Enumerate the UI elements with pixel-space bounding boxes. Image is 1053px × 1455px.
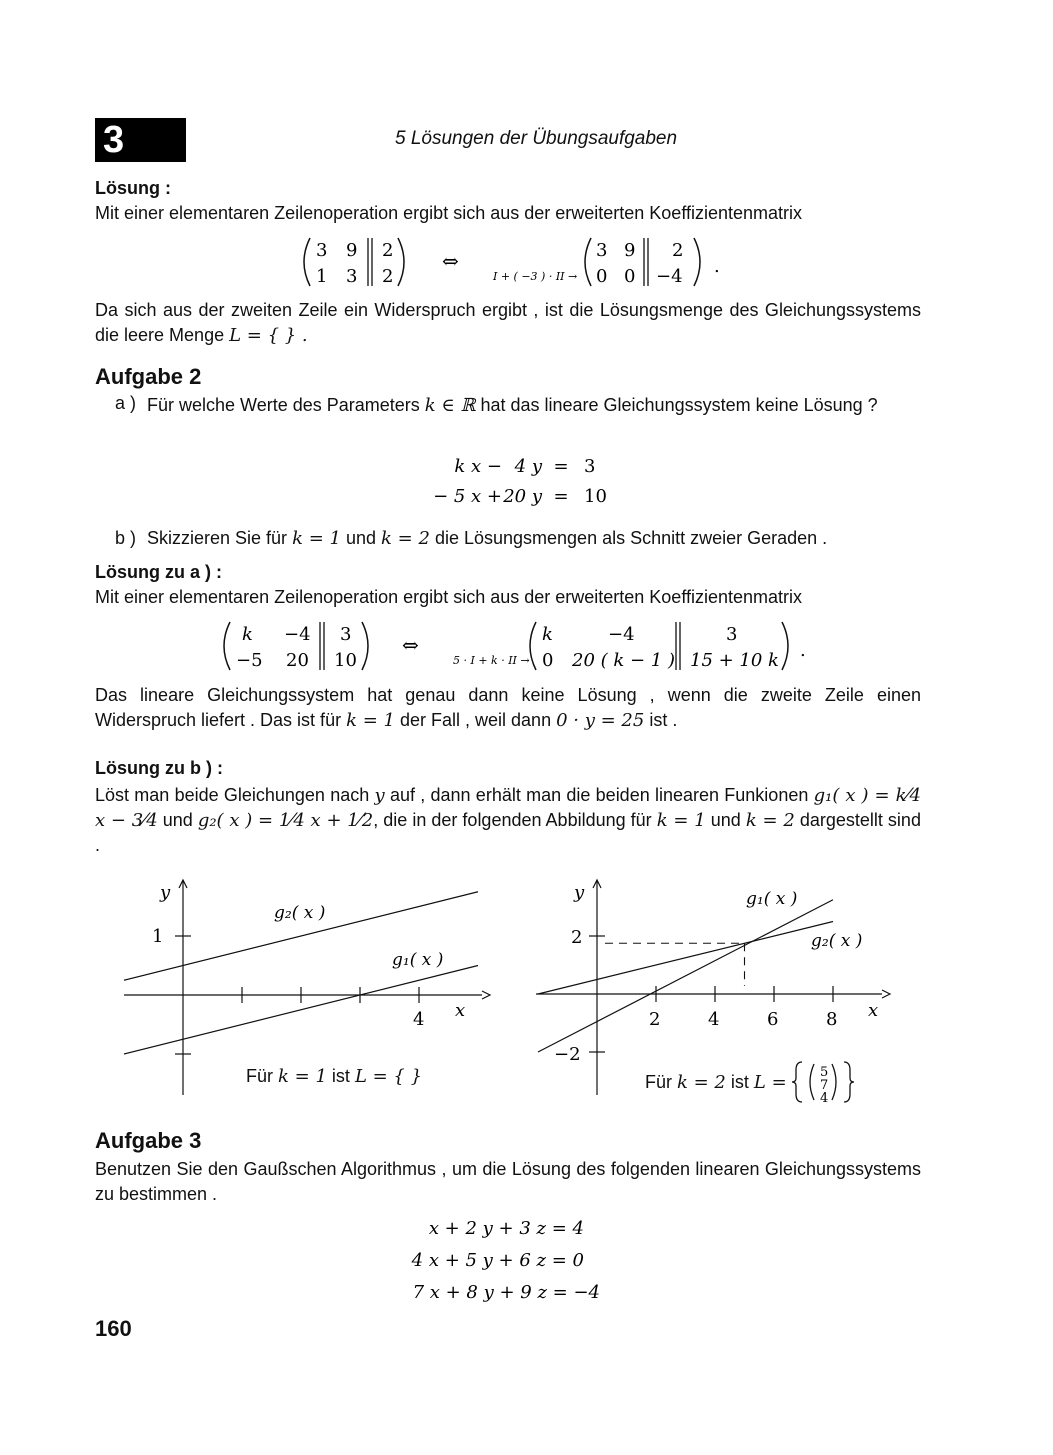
row-operation: 5 · I + k · II → — [453, 654, 530, 667]
task2-b-text1: Skizzieren Sie für — [147, 528, 288, 548]
solution-b-text6: dargestellt sind . — [95, 810, 921, 855]
caption-text2: ist — [730, 1071, 749, 1092]
matrix-cell: 15 + 10 k — [690, 650, 779, 671]
matrix-cell: 3 — [596, 240, 608, 261]
plot1-caption — [246, 1066, 422, 1087]
system-equation: 4 x + 5 y + 6 z = 0 — [411, 1250, 584, 1271]
solution-b-text — [95, 783, 921, 858]
system-term: k x − — [454, 456, 502, 477]
system-rhs: 10 — [584, 486, 607, 507]
page-number: 160 — [95, 1316, 132, 1341]
matrix-equation-2 — [216, 616, 816, 678]
matrix-cell: k — [242, 624, 253, 645]
plot2-caption — [645, 1058, 864, 1106]
vector-entry: 4 — [819, 1091, 828, 1106]
solution-a-text3: ist . — [649, 710, 678, 730]
g2-definition: g₂( x ) = 1⁄4 x + 1⁄2 — [197, 810, 374, 831]
vector-entry: 5 — [819, 1065, 828, 1080]
matrix-equation-1 — [296, 232, 736, 294]
x-tick-label: 2 — [649, 1009, 661, 1030]
system-equals: = — [553, 486, 569, 507]
solution-a-label: Lösung zu a ) : — [95, 562, 222, 582]
matrix-cell: 0 — [542, 650, 554, 671]
solution-a-math2: 0 · y = 25 — [556, 710, 645, 731]
task2-a-text2: hat das lineare Gleichungssystem keine Lösung ? — [480, 395, 878, 415]
solution-b-label: Lösung zu b ) : — [95, 758, 223, 778]
matrix-cell: 9 — [624, 240, 636, 261]
x-tick-label: 6 — [767, 1009, 779, 1030]
y-tick-label: 2 — [571, 927, 583, 948]
x-tick-label: 4 — [708, 1009, 720, 1030]
g1-definition: g₁( x ) = k⁄4 x − 3⁄4 — [95, 785, 921, 831]
solution-a-math1: k = 1 — [346, 710, 395, 731]
equivalence-symbol: ⇔ — [402, 633, 419, 657]
row-operation: I + ( −3 ) · II → — [493, 270, 578, 283]
matrix-cell: 10 — [334, 650, 357, 671]
task3-system — [410, 1210, 610, 1306]
task2-b-math1: k = 1 — [292, 528, 341, 549]
caption-text2: ist — [331, 1066, 350, 1086]
x-axis-arrow — [882, 990, 890, 998]
caption-math: k = 2 — [677, 1071, 726, 1093]
g2-label: g₂( x ) — [811, 931, 863, 951]
caption-text: Für — [246, 1066, 273, 1086]
y-tick-label: −2 — [554, 1044, 581, 1065]
x-tick-label: 4 — [413, 1009, 425, 1030]
matrix-cell: 1 — [316, 266, 328, 287]
matrix-cell: 20 — [286, 650, 309, 671]
end-mark: . — [800, 640, 806, 661]
task3-title: Aufgabe 3 — [95, 1128, 202, 1153]
g1-line — [124, 966, 478, 1055]
system-term: − 5 x + — [433, 486, 502, 507]
matrix-cell: 2 — [672, 240, 684, 261]
chapter-badge: 3 — [95, 118, 186, 162]
task2-title: Aufgabe 2 — [95, 364, 202, 389]
task2-a-text1: Für welche Werte des Parameters — [147, 395, 420, 415]
matrix-cell: −4 — [608, 624, 635, 645]
equivalence-symbol: ⇔ — [442, 249, 459, 273]
matrix-cell: −4 — [284, 624, 311, 645]
end-mark: . — [714, 256, 720, 277]
solution-a-intro: Mit einer elementaren Zeilenoperation ergibt sich aus der erweiterten Koeffizientenmatrix — [95, 587, 803, 607]
system-term: 20 y — [503, 486, 542, 507]
task2-b-text — [147, 528, 922, 549]
matrix-cell: k — [542, 624, 553, 645]
y-tick-label: 1 — [152, 926, 164, 947]
task2-a-text — [147, 393, 922, 418]
solution-b-text4: , die in der folgenden Abbildung für — [373, 810, 652, 830]
solution-b-math-k1: k = 1 — [656, 810, 706, 831]
x-axis-arrow — [482, 991, 490, 999]
solution-vector — [792, 1058, 864, 1106]
caption-set: L = { } — [354, 1066, 423, 1087]
g2-label: g₂( x ) — [274, 903, 326, 923]
matrix-cell: 3 — [316, 240, 328, 261]
caption-math: k = 1 — [278, 1066, 327, 1087]
solution-b-text1: Löst man beide Gleichungen nach — [95, 785, 370, 805]
g1-label: g₁( x ) — [746, 889, 798, 909]
solution-a-text1: Das lineare Gleichungssystem hat genau dann keine Lösung , wenn die zweite Zeile einen Widerspruch liefert . Das ist für — [95, 685, 921, 730]
matrix-cell: 2 — [382, 266, 394, 287]
system-term: 4 y — [514, 456, 542, 477]
solution-label: Lösung : — [95, 178, 171, 198]
task2-a-label: a ) — [115, 393, 137, 413]
system-equation: x + 2 y + 3 z = 4 — [428, 1218, 584, 1239]
task2-a-math: k ∈ ℝ — [424, 395, 476, 416]
matrix-cell: 3 — [340, 624, 352, 645]
matrix-cell: 0 — [624, 266, 636, 287]
matrix-cell: −5 — [236, 650, 263, 671]
matrix-cell: 0 — [596, 266, 608, 287]
matrix-cell: 3 — [346, 266, 358, 287]
solution-b-math-y: y — [374, 785, 385, 806]
solution-b-math-k2: k = 2 — [745, 810, 795, 831]
task2-system — [420, 450, 620, 514]
solution-b-text5: und — [710, 810, 741, 830]
caption-set-prefix: L = — [753, 1071, 787, 1093]
task2-b-label: b ) — [115, 528, 137, 548]
solution-conclusion — [95, 298, 921, 348]
y-axis-label: y — [574, 882, 585, 903]
task2-b-text3: die Lösungsmengen als Schnitt zweier Geraden . — [434, 528, 828, 548]
x-tick-label: 8 — [826, 1009, 838, 1030]
x-axis-label: x — [455, 1000, 466, 1021]
system-equals: = — [553, 456, 569, 477]
matrix-cell: 9 — [346, 240, 358, 261]
system-rhs: 3 — [584, 456, 596, 477]
task2-b-text2: und — [345, 528, 377, 548]
solution-a-text — [95, 683, 921, 733]
conclusion-text: Da sich aus der zweiten Zeile ein Widerspruch ergibt , ist die Lösungsmenge des Gleichungssystems die leere Menge — [95, 300, 921, 345]
matrix-cell: 3 — [726, 624, 738, 645]
system-equation: 7 x + 8 y + 9 z = −4 — [412, 1282, 600, 1303]
matrix-cell: 20 ( k − 1 ) — [572, 650, 675, 671]
g1-line — [538, 900, 833, 1052]
empty-set: L = { } . — [229, 325, 308, 346]
solution-b-text2: auf , dann erhält man die beiden linearen Funkionen — [389, 785, 809, 805]
solution-b-text3: und — [162, 810, 193, 830]
g1-label: g₁( x ) — [392, 950, 444, 970]
vector-entry: 7 — [819, 1078, 828, 1093]
caption-text: Für — [645, 1071, 672, 1092]
matrix-cell: 2 — [382, 240, 394, 261]
task3-text: Benutzen Sie den Gaußschen Algorithmus , um die Lösung des folgenden linearen Gleichungssystems zu bestimmen . — [95, 1159, 921, 1204]
solution-intro: Mit einer elementaren Zeilenoperation ergibt sich aus der erweiterten Koeffizientenmatrix — [95, 203, 803, 223]
running-title: 5 Lösungen der Übungsaufgaben — [395, 128, 678, 149]
x-axis-label: x — [868, 1000, 879, 1021]
matrix-cell: −4 — [656, 266, 683, 287]
task2-b-math2: k = 2 — [381, 528, 430, 549]
solution-a-text2: der Fall , weil dann — [400, 710, 552, 730]
y-axis-label: y — [160, 882, 171, 903]
